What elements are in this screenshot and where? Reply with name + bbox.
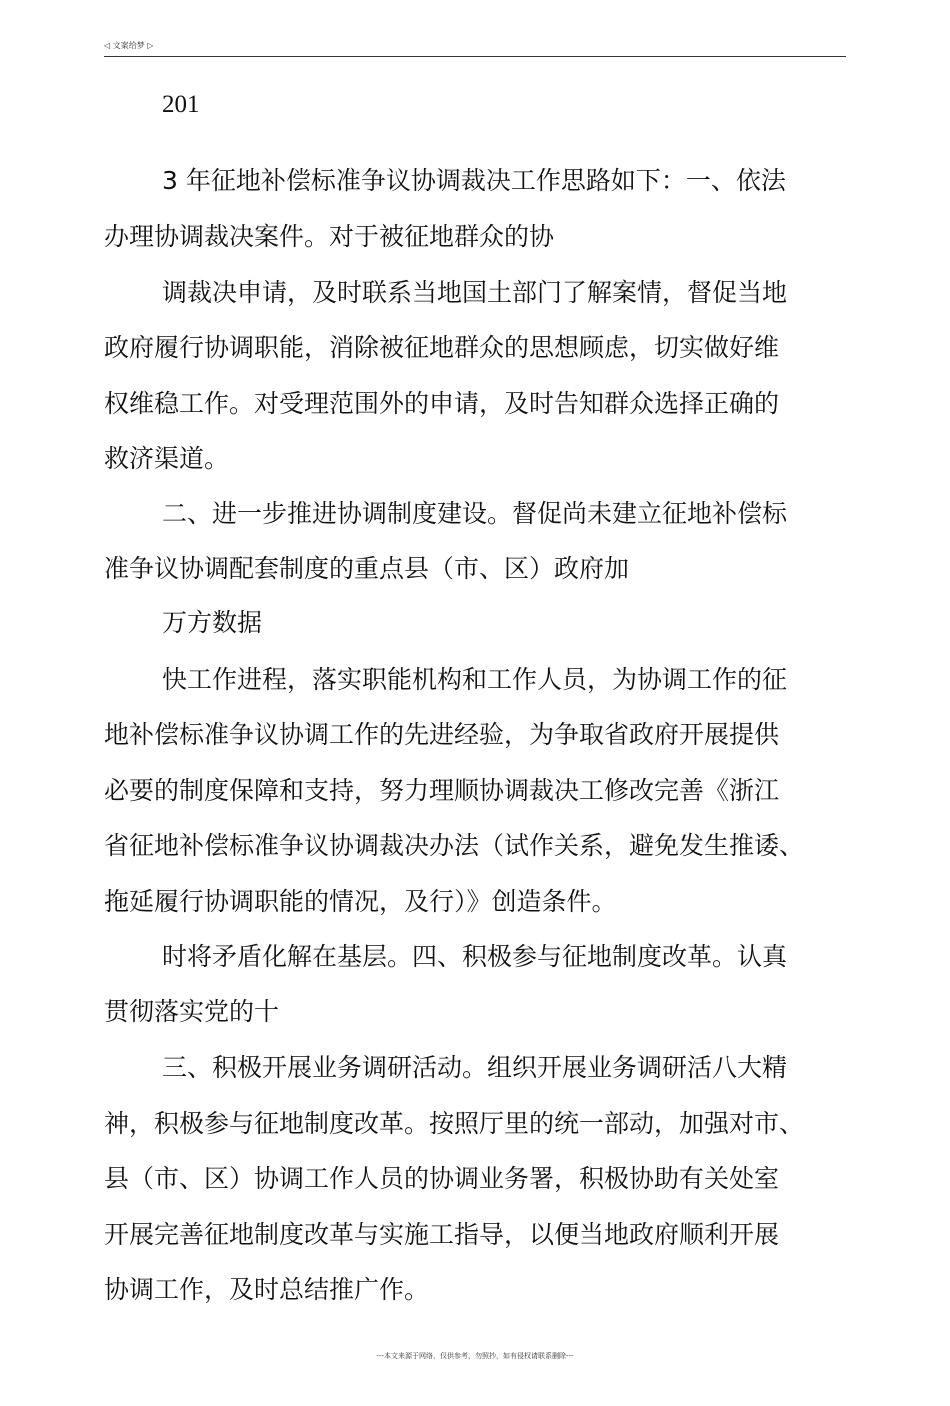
body-line: 二、进一步推进协调制度建设。督促尚未建立征地补偿标: [162, 499, 788, 528]
body-line: 权维稳工作。对受理范围外的申请，及时告知群众选择正确的: [104, 389, 780, 418]
body-line: 协调工作，及时总结推广作。: [104, 1275, 430, 1304]
body-line: 政府履行协调职能，消除被征地群众的思想顾虑，切实做好维: [104, 333, 780, 362]
page-header: [104, 40, 846, 57]
body-line: 调裁决申请，及时联系当地国土部门了解案情，督促当地: [162, 278, 788, 307]
body-line: 三、积极开展业务调研活动。组织开展业务调研活八大精: [162, 1053, 788, 1082]
body-line: 万方数据: [162, 608, 263, 637]
body-line: 快工作进程，落实职能机构和工作人员，为协调工作的征: [162, 665, 788, 694]
body-line: 拖延履行协调职能的情况，及行）》创造条件。: [104, 887, 617, 916]
body-line: 开展完善征地制度改革与实施工指导，以便当地政府顺利开展: [104, 1220, 780, 1249]
body-line: 3 年征地补偿标准争议协调裁决工作思路如下：一、依法: [162, 166, 786, 195]
body-line: 县（市、区）协调工作人员的协调业务署，积极协助有关处室: [104, 1164, 780, 1193]
body-line: 救济渠道。: [104, 444, 230, 473]
header-text: ◁ 文案给梦 ▷: [104, 41, 154, 50]
body-line: 时将矛盾化解在基层。四、积极参与征地制度改革。认真: [162, 942, 788, 971]
body-line: 必要的制度保障和支持，努力理顺协调裁决工修改完善《浙江: [104, 776, 780, 805]
body-line: 省征地补偿标准争议协调裁决办法（试作关系，避免发生推诿、: [104, 831, 805, 860]
body-line: 办理协调裁决案件。对于被征地群众的协: [104, 222, 555, 251]
body-line: 地补偿标准争议协调工作的先进经验，为争取省政府开展提供: [104, 720, 780, 749]
body-line: 准争议协调配套制度的重点县（市、区）政府加: [104, 554, 630, 583]
body-line: 201: [162, 91, 200, 118]
page-footer: ---本文来源于网络，仅供参考，勿照抄，如有侵权请联系删除---: [376, 1352, 574, 1360]
body-line: 神，积极参与征地制度改革。按照厅里的统一部动，加强对市、: [104, 1109, 805, 1138]
body-line: 贯彻落实党的十: [104, 997, 280, 1026]
